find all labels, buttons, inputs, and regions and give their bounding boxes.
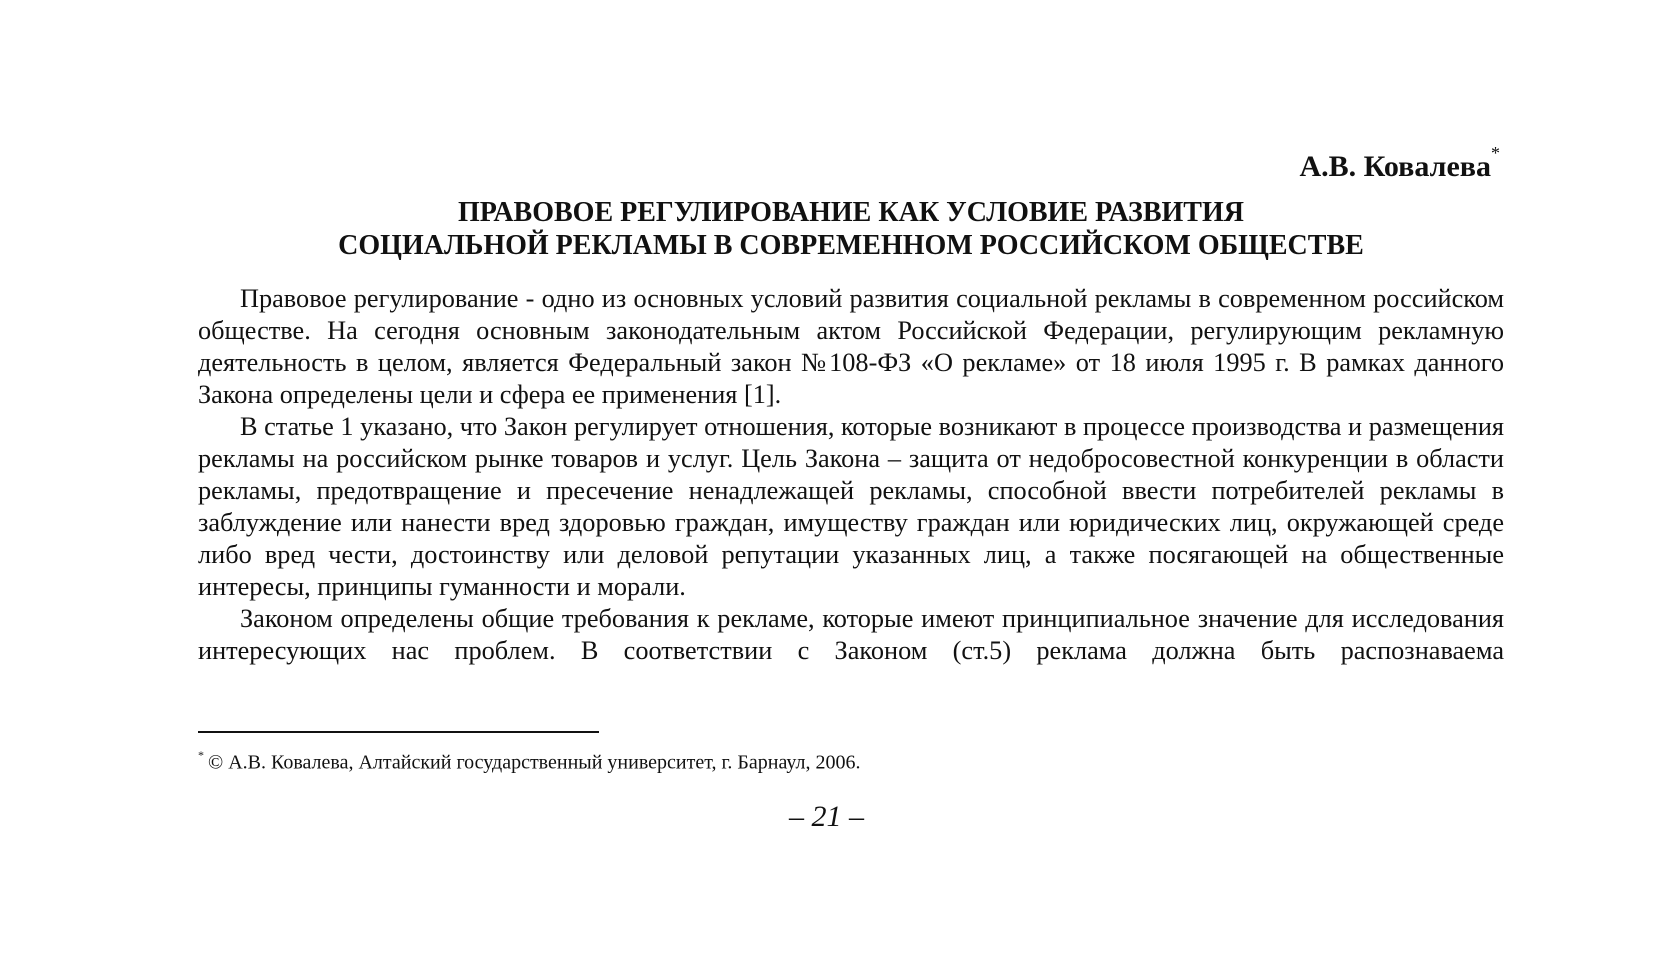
- footnote-text: © А.В. Ковалева, Алтайский государственный университет, г. Барнаул, 2006.: [208, 751, 861, 774]
- article-title: [198, 196, 1504, 262]
- title-line-2: СОЦИАЛЬНОЙ РЕКЛАМЫ В СОВРЕМЕННОМ РОССИЙСКОМ ОБЩЕСТВЕ: [338, 230, 1364, 261]
- footnote-divider: [198, 731, 599, 733]
- page-number: – 21 –: [789, 800, 864, 833]
- author-name: [1300, 142, 1501, 184]
- paragraph-2: В статье 1 указано, что Закон регулирует отношения, которые возникают в процессе производства и размещения рекламы на российском рынке товаров и услуг. Цель Закона – защита от недобросовестной конкуренции в области рекламы, предотвращение и пресечение ненадлежащей рекламы, способной ввести потребителей рекламы в заблуждение или нанести вред здоровью граждан, имуществу граждан или юридических лиц, окружающей среде либо вред чести, достоинству или деловой репутации указанных лиц, а также посягающей на общественные интересы, принципы гуманности и морали.: [198, 412, 1504, 601]
- paragraph-1: Правовое регулирование - одно из основных условий развития социальной рекламы в современном российском обществе. На сегодня основным законодательным актом Российской Федерации, регулирующим рекламную деятельность в целом, является Федеральный закон №108-ФЗ «О рекламе» от 18 июля 1995 г. В рамках данного Закона определены цели и сфера ее применения [1].: [198, 284, 1504, 409]
- paragraph-3: Законом определены общие требования к рекламе, которые имеют принципиальное значение для исследования интересующих нас проблем. В соответствии с Законом (ст.5) реклама должна быть распознаваема: [198, 604, 1504, 665]
- article-body: [198, 283, 1504, 667]
- author-footnote-marker[interactable]: *: [1491, 143, 1500, 163]
- footnote: [198, 745, 860, 775]
- author-name-text: А.В. Ковалева: [1299, 150, 1491, 183]
- title-line-1: ПРАВОВОЕ РЕГУЛИРОВАНИЕ КАК УСЛОВИЕ РАЗВИТИЯ: [458, 197, 1244, 228]
- footnote-marker: *: [198, 748, 204, 762]
